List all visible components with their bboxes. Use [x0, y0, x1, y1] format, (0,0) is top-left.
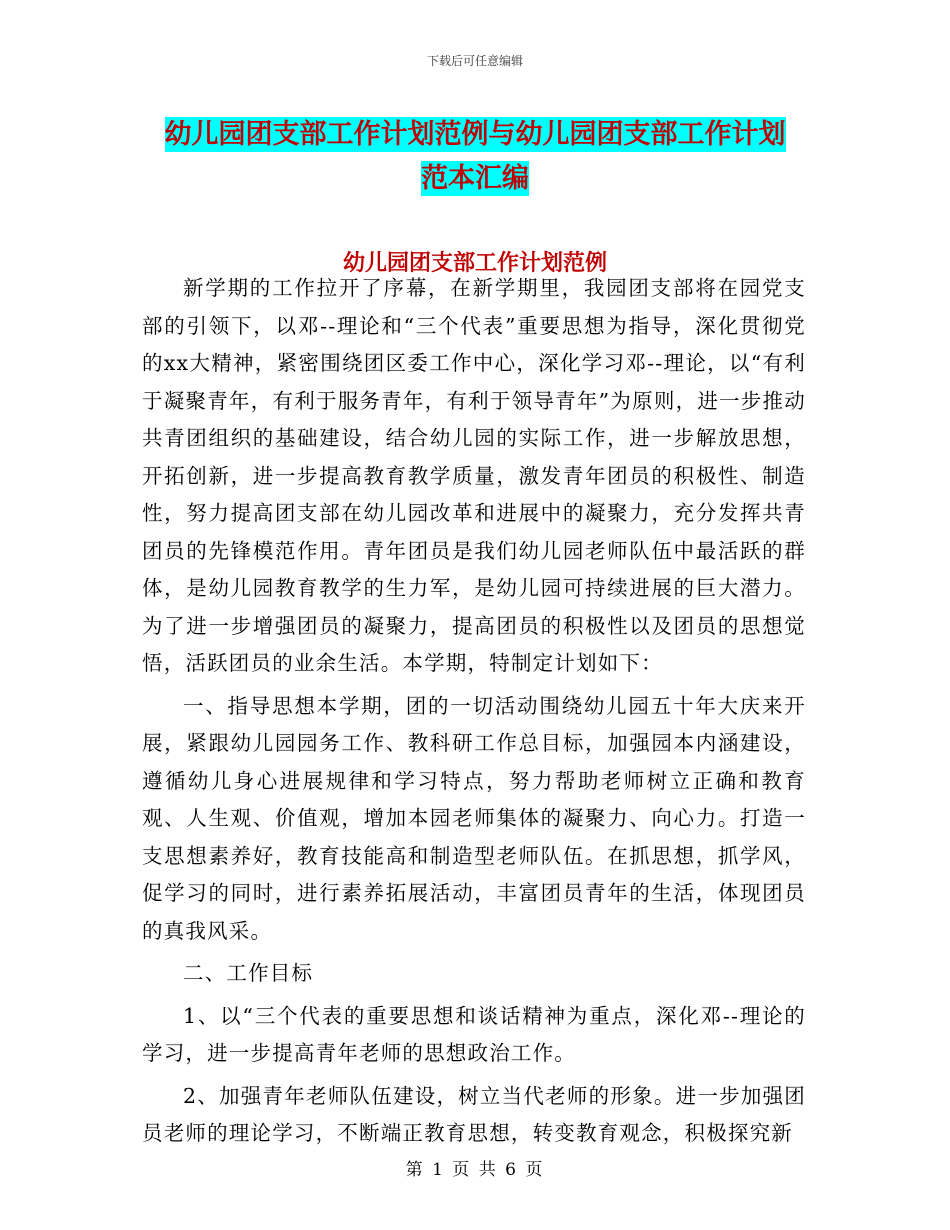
paragraph-guiding-thought: 一、指导思想本学期，团的一切活动围绕幼儿园五十年大庆来开展，紧跟幼儿园园务工作、教科研工作总目标，加强园本内涵建设，遵循幼儿身心进展规律和学习特点，努力帮助老师树立正确和教育观、人生观、价值观，增加本园老师集体的凝聚力、向心力。打造一支思想素养好，教育技能高和制造型老师队伍。在抓思想，抓学风，促学习的同时，进行素养拓展活动，丰富团员青年的生活，体现团员的真我风采。	[142, 693, 806, 943]
document-title-line-1	[140, 112, 810, 151]
body-text	[142, 270, 806, 1158]
page-footer: 第 1 页 共 6 页	[405, 1160, 545, 1180]
title-highlight-2: 范本汇编	[421, 163, 529, 194]
header-note: 下载后可任意编辑	[426, 54, 523, 68]
paragraph-goal-1: 1、以“三个代表的重要思想和谈话精神为重点，深化邓--理论的学习，进一步提高青年老师的思想政治工作。	[142, 1003, 806, 1065]
paragraph-work-goals-heading: 二、工作目标	[183, 961, 314, 985]
title-highlight-1: 幼儿园团支部工作计划范例与幼儿园团支部工作计划	[164, 119, 786, 150]
document-title-line-2	[140, 156, 810, 195]
section-title: 幼儿园团支部工作计划范例	[342, 251, 607, 276]
paragraph-intro: 新学期的工作拉开了序幕，在新学期里，我园团支部将在园党支部的引领下，以邓--理论和“三个代表”重要思想为指导，深化贯彻党的xx大精神，紧密围绕团区委工作中心，深化学习邓--理论，以“有利于凝聚青年，有利于服务青年，有利于领导青年”为原则，进一步推动共青团组织的基础建设，结合幼儿园的实际工作，进一步解放思想，开拓创新，进一步提高教育教学质量，激发青年团员的积极性、制造性，努力提高团支部在幼儿园改革和进展中的凝聚力，充分发挥共青团员的先锋模范作用。青年团员是我们幼儿园老师队伍中最活跃的群体，是幼儿园教育教学的生力军，是幼儿园可持续进展的巨大潜力。为了进一步增强团员的凝聚力，提高团员的积极性以及团员的思想觉悟，活跃团员的业余生活。本学期，特制定计划如下：	[142, 276, 806, 675]
paragraph-goal-2: 2、加强青年老师队伍建设，树立当代老师的形象。进一步加强团员老师的理论学习，不断端正教育思想，转变教育观念，积极探究新	[142, 1083, 806, 1145]
